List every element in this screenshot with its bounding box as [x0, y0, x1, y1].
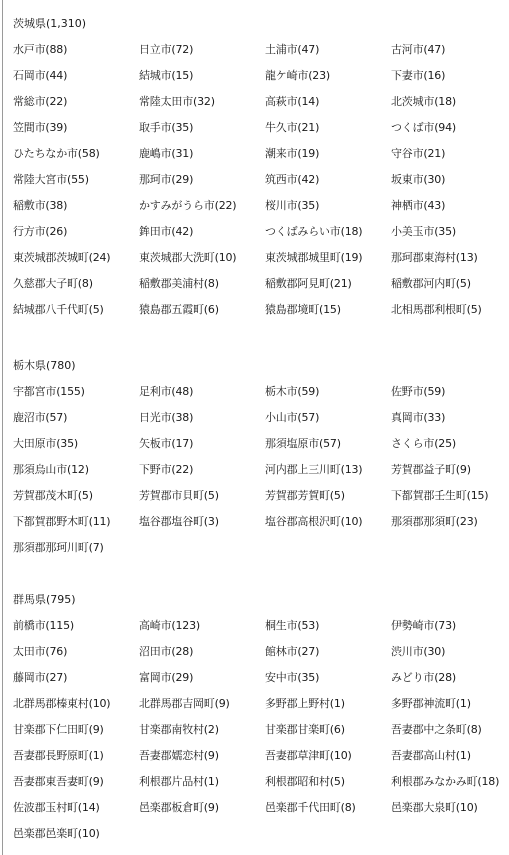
city-link[interactable]: 下妻市(16) — [391, 69, 446, 82]
city-link[interactable]: 水戸市(88) — [13, 43, 68, 56]
city-link[interactable]: つくば市(94) — [391, 121, 456, 134]
city-link[interactable]: 太田市(76) — [13, 645, 68, 658]
city-link[interactable]: 塩谷郡塩谷町(3) — [139, 515, 219, 528]
city-link[interactable]: 笠間市(39) — [13, 121, 68, 134]
city-link[interactable]: 塩谷郡高根沢町(10) — [265, 515, 363, 528]
city-link[interactable]: 多野郡神流町(1) — [391, 697, 471, 710]
city-link[interactable]: 古河市(47) — [391, 43, 446, 56]
city-link[interactable]: 邑楽郡大泉町(10) — [391, 801, 478, 814]
city-link[interactable]: 稲敷郡河内町(5) — [391, 277, 471, 290]
city-link[interactable]: 吾妻郡草津町(10) — [265, 749, 352, 762]
city-link[interactable]: 下野市(22) — [139, 463, 194, 476]
city-link[interactable]: 東茨城郡茨城町(24) — [13, 251, 111, 264]
city-link[interactable]: 鹿沼市(57) — [13, 411, 68, 424]
city-link[interactable]: 館林市(27) — [265, 645, 320, 658]
city-link[interactable]: 佐野市(59) — [391, 385, 446, 398]
city-link[interactable]: 足利市(48) — [139, 385, 194, 398]
city-link[interactable]: 取手市(35) — [139, 121, 194, 134]
city-link[interactable]: 久慈郡大子町(8) — [13, 277, 93, 290]
city-link[interactable]: 邑楽郡板倉町(9) — [139, 801, 219, 814]
city-link[interactable]: 大田原市(35) — [13, 437, 78, 450]
city-link[interactable]: 佐波郡玉村町(14) — [13, 801, 100, 814]
city-link[interactable]: 那須郡那須町(23) — [391, 515, 478, 528]
city-link[interactable]: 東茨城郡城里町(19) — [265, 251, 363, 264]
city-link[interactable]: 下都賀郡壬生町(15) — [391, 489, 489, 502]
city-link[interactable]: 宇都宮市(155) — [13, 385, 85, 398]
left-border — [2, 0, 3, 855]
city-link[interactable]: 行方市(26) — [13, 225, 68, 238]
city-link[interactable]: 富岡市(29) — [139, 671, 194, 684]
city-link[interactable]: 土浦市(47) — [265, 43, 320, 56]
heading-gunma: 群馬県(795) — [13, 593, 76, 606]
city-link[interactable]: 鉾田市(42) — [139, 225, 194, 238]
city-link[interactable]: 稲敷郡阿見町(21) — [265, 277, 352, 290]
city-link[interactable]: 那須塩原市(57) — [265, 437, 341, 450]
city-link[interactable]: 吾妻郡東吾妻町(9) — [13, 775, 104, 788]
city-link[interactable]: 桐生市(53) — [265, 619, 320, 632]
city-link[interactable]: つくばみらい市(18) — [265, 225, 363, 238]
city-link[interactable]: 猿島郡五霞町(6) — [139, 303, 219, 316]
city-link[interactable]: 東茨城郡大洗町(10) — [139, 251, 237, 264]
city-link[interactable]: 矢板市(17) — [139, 437, 194, 450]
city-link[interactable]: 前橋市(115) — [13, 619, 74, 632]
city-link[interactable]: かすみがうら市(22) — [139, 199, 237, 212]
city-link[interactable]: 高萩市(14) — [265, 95, 320, 108]
city-link[interactable]: 甘楽郡甘楽町(6) — [265, 723, 345, 736]
city-link[interactable]: 稲敷郡美浦村(8) — [139, 277, 219, 290]
city-link[interactable]: 石岡市(44) — [13, 69, 68, 82]
city-link[interactable]: 稲敷市(38) — [13, 199, 68, 212]
heading-tochigi: 栃木県(780) — [13, 359, 76, 372]
city-link[interactable]: ひたちなか市(58) — [13, 147, 100, 160]
city-link[interactable]: 北群馬郡吉岡町(9) — [139, 697, 230, 710]
city-link[interactable]: 北相馬郡利根町(5) — [391, 303, 482, 316]
city-link[interactable]: 下都賀郡野木町(11) — [13, 515, 111, 528]
city-link[interactable]: 常陸太田市(32) — [139, 95, 215, 108]
city-link[interactable]: 伊勢崎市(73) — [391, 619, 456, 632]
city-link[interactable]: 邑楽郡千代田町(8) — [265, 801, 356, 814]
city-link[interactable]: 龍ケ崎市(23) — [265, 69, 330, 82]
city-link[interactable]: 結城市(15) — [139, 69, 194, 82]
city-link[interactable]: 甘楽郡下仁田町(9) — [13, 723, 104, 736]
city-link[interactable]: 那須烏山市(12) — [13, 463, 89, 476]
city-link[interactable]: 牛久市(21) — [265, 121, 320, 134]
city-link[interactable]: 猿島郡境町(15) — [265, 303, 341, 316]
city-link[interactable]: 坂東市(30) — [391, 173, 446, 186]
city-link[interactable]: 北群馬郡榛東村(10) — [13, 697, 111, 710]
city-link[interactable]: 北茨城市(18) — [391, 95, 456, 108]
city-link[interactable]: 吾妻郡中之条町(8) — [391, 723, 482, 736]
city-link[interactable]: 邑楽郡邑楽町(10) — [13, 827, 100, 840]
city-link[interactable]: 日立市(72) — [139, 43, 194, 56]
city-link[interactable]: 芳賀郡芳賀町(5) — [265, 489, 345, 502]
city-link[interactable]: 吾妻郡長野原町(1) — [13, 749, 104, 762]
city-link[interactable]: 結城郡八千代町(5) — [13, 303, 104, 316]
city-link[interactable]: 安中市(35) — [265, 671, 320, 684]
city-link[interactable]: 常総市(22) — [13, 95, 68, 108]
city-link[interactable]: 高崎市(123) — [139, 619, 200, 632]
city-link[interactable]: 小山市(57) — [265, 411, 320, 424]
city-link[interactable]: 吾妻郡高山村(1) — [391, 749, 471, 762]
city-link[interactable]: 栃木市(59) — [265, 385, 320, 398]
city-link[interactable]: みどり市(28) — [391, 671, 456, 684]
city-link[interactable]: 日光市(38) — [139, 411, 194, 424]
city-link[interactable]: 多野郡上野村(1) — [265, 697, 345, 710]
city-link[interactable]: 神栖市(43) — [391, 199, 446, 212]
city-link[interactable]: 河内郡上三川町(13) — [265, 463, 363, 476]
city-link[interactable]: 真岡市(33) — [391, 411, 446, 424]
city-link[interactable]: 藤岡市(27) — [13, 671, 68, 684]
city-link[interactable]: 筑西市(42) — [265, 173, 320, 186]
city-link[interactable]: 利根郡みなかみ町(18) — [391, 775, 500, 788]
city-link[interactable]: 常陸大宮市(55) — [13, 173, 89, 186]
city-link[interactable]: 吾妻郡嬬恋村(9) — [139, 749, 219, 762]
city-link[interactable]: 甘楽郡南牧村(2) — [139, 723, 219, 736]
city-link[interactable]: 那須郡那珂川町(7) — [13, 541, 104, 554]
city-link[interactable]: 利根郡昭和村(5) — [265, 775, 345, 788]
city-link[interactable]: 利根郡片品村(1) — [139, 775, 219, 788]
city-link[interactable]: 潮来市(19) — [265, 147, 320, 160]
city-link[interactable]: 鹿嶋市(31) — [139, 147, 194, 160]
city-link[interactable]: 那珂市(29) — [139, 173, 194, 186]
heading-ibaraki: 茨城県(1,310) — [13, 17, 87, 30]
city-link[interactable]: さくら市(25) — [391, 437, 456, 450]
city-link[interactable]: 桜川市(35) — [265, 199, 320, 212]
city-link[interactable]: 芳賀郡益子町(9) — [391, 463, 471, 476]
city-link[interactable]: 渋川市(30) — [391, 645, 446, 658]
city-link[interactable]: 芳賀郡市貝町(5) — [139, 489, 219, 502]
city-link[interactable]: 守谷市(21) — [391, 147, 446, 160]
city-link[interactable]: 小美玉市(35) — [391, 225, 456, 238]
city-link[interactable]: 沼田市(28) — [139, 645, 194, 658]
city-link[interactable]: 那珂郡東海村(13) — [391, 251, 478, 264]
city-link[interactable]: 芳賀郡茂木町(5) — [13, 489, 93, 502]
